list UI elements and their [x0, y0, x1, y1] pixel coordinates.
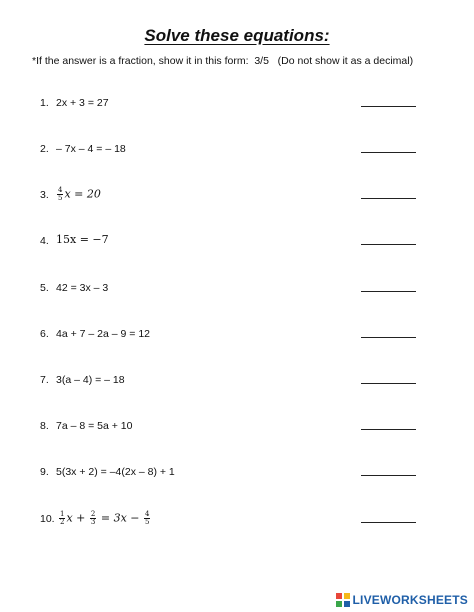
- problem-3: [40, 186, 420, 204]
- problem-number: 7.: [40, 374, 49, 386]
- problem-9: [40, 463, 420, 481]
- answer-line[interactable]: [361, 198, 416, 199]
- answer-line[interactable]: [361, 106, 416, 107]
- problem-number: 8.: [40, 420, 49, 432]
- problem-equation: 4a + 7 – 2a – 9 = 12: [56, 328, 150, 340]
- problem-4: [40, 232, 420, 250]
- problem-equation: – 7x – 4 = – 18: [56, 143, 126, 155]
- problem-equation: [56, 187, 101, 202]
- problem-equation: 15x = −7: [56, 233, 109, 246]
- problem-number: 6.: [40, 328, 49, 340]
- brand-name: LIVEWORKSHEETS: [352, 593, 468, 607]
- problem-number: 1.: [40, 97, 49, 109]
- equation-part: x +: [66, 511, 86, 525]
- problem-number: 2.: [40, 143, 49, 155]
- problem-10: [40, 510, 420, 528]
- liveworksheets-logo-icon: [336, 593, 350, 607]
- answer-line[interactable]: [361, 475, 416, 476]
- problem-equation: 7a – 8 = 5a + 10: [56, 420, 133, 432]
- problem-number: 9.: [40, 466, 49, 478]
- liveworksheets-brand[interactable]: [336, 592, 468, 608]
- answer-line[interactable]: [361, 522, 416, 523]
- problem-number: 3.: [40, 189, 49, 201]
- worksheet-title: Solve these equations:: [144, 26, 330, 45]
- problem-5: [40, 279, 420, 297]
- problem-equation: 42 = 3x – 3: [56, 282, 109, 294]
- problem-equation: 3(a – 4) = – 18: [56, 374, 125, 386]
- answer-line[interactable]: [361, 244, 416, 245]
- answer-line[interactable]: [361, 383, 416, 384]
- fraction: $\frac{4}{5}$: [145, 510, 150, 526]
- answer-line[interactable]: [361, 337, 416, 338]
- problem-8: [40, 417, 420, 435]
- problem-1: [40, 94, 420, 112]
- answer-line[interactable]: [361, 429, 416, 430]
- equation-part: = 3x −: [100, 511, 140, 525]
- answer-line[interactable]: [361, 291, 416, 292]
- problem-6: [40, 325, 420, 343]
- fraction: $\frac{2}{3}$: [90, 510, 96, 526]
- problem-equation: [58, 511, 151, 526]
- problem-number: 5.: [40, 282, 49, 294]
- fraction: $\frac{4}{5}$: [58, 186, 63, 202]
- equation-rest: x = 20: [64, 187, 101, 201]
- problem-number: 4.: [40, 235, 49, 247]
- problem-number: 10.: [40, 513, 55, 525]
- instruction-text: *If the answer is a fraction, show it in this form: 3/5 (Do not show it as a decimal): [32, 55, 414, 67]
- problem-2: [40, 140, 420, 158]
- fraction: $\frac{1}{2}$: [60, 510, 65, 526]
- problem-equation: 2x + 3 = 27: [56, 97, 109, 109]
- answer-line[interactable]: [361, 152, 416, 153]
- problem-7: [40, 371, 420, 389]
- problem-equation: 5(3x + 2) = –4(2x – 8) + 1: [56, 466, 175, 478]
